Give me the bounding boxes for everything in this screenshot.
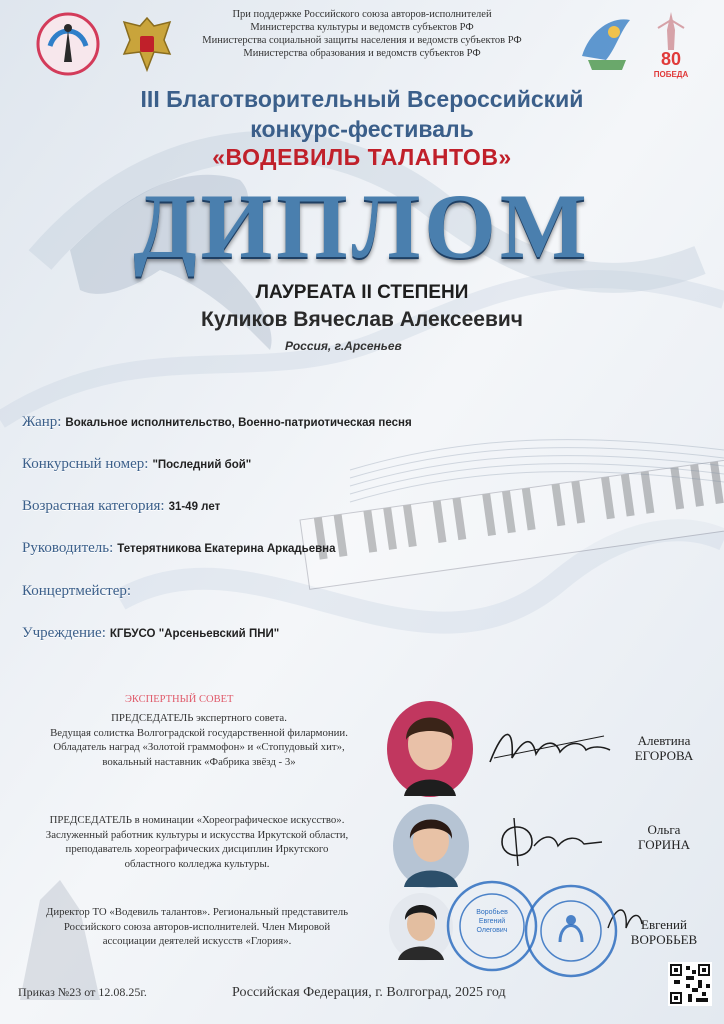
support-line: Министерства образования и ведомств субъектов РФ [243,48,481,59]
member-first-name: Евгений [641,917,687,932]
member-name-vorobyev [616,917,712,947]
contest-title-line2: конкурс-фестиваль [250,116,474,142]
contest-title-line3: «ВОДЕВИЛЬ ТАЛАНТОВ» [212,144,512,170]
field-age-category [22,497,220,515]
bio-line: Обладатель наград «Золотой граммофон» и «Стопудовый хит», [53,741,345,754]
support-line: При поддержке Российского союза авторов-исполнителей [232,9,492,20]
bio-line: вокальный наставник «Фабрика звёзд - 3» [102,755,296,768]
signature-egorova [484,718,614,774]
field-label: Руководитель: [22,540,114,556]
stamp-line: Олегович [476,927,508,934]
qr-code-icon [668,962,712,1006]
member-first-name: Ольга [647,822,681,837]
place-and-year: Российская Федерация, г. Волгоград, 2025 год [232,985,506,1000]
bio-line: ПРЕДСЕДАТЕЛЬ экспертного совета. [111,712,287,724]
bio-line: Заслуженный работник культуры и искусства Иркутской области, [45,828,349,841]
order-number: Приказ №23 от 12.08.25г. [18,985,147,999]
member-last-name: ЕГОРОВА [634,748,694,763]
victory-badge-number: 80 [660,49,682,69]
stamp-line: Евгений [478,918,506,925]
support-block [150,8,574,60]
field-label: Возрастная категория: [22,498,165,514]
field-contest-number [22,455,251,473]
bio-line: Ведущая солистка Волгоградской государственной филармонии. [50,726,348,739]
field-value: Тетерятникова Екатерина Аркадьевна [117,543,336,555]
member-name-gorina [616,822,712,852]
member-photo-vorobyev [388,892,454,962]
field-supervisor [22,539,336,557]
field-value: КГБУСО "Арсеньевский ПНИ" [109,628,280,640]
bio-line: Директор ТО «Водевиль талантов». Региональный представитель [45,906,349,918]
victory-badge-caption: ПОБЕДА [653,70,689,79]
participant-location: Россия, г.Арсеньев [285,339,402,353]
member-photo-gorina [392,803,470,889]
bio-line: ассоциации деятелей искусств «Глория». [102,935,292,948]
member-bio [8,905,386,949]
field-institution [22,624,279,642]
field-label: Концертмейстер: [22,583,132,599]
field-value: Вокальное исполнительство, Военно-патриотическая песня [65,417,412,429]
signature-gorina [488,812,608,868]
field-value: "Последний бой" [152,459,252,471]
field-label: Учреждение: [22,625,106,641]
field-genre [22,413,412,431]
contest-title-line1: III Благотворительный Всероссийский [140,86,584,112]
field-label: Конкурсный номер: [22,456,149,472]
member-bio [8,813,386,871]
festival-logo-icon [36,12,100,76]
laureate-degree: ЛАУРЕАТА II СТЕПЕНИ [255,282,469,303]
stamp-line: Воробьев [476,909,508,916]
diploma-heading: ДИПЛОМ [133,175,591,277]
stamp-text [466,908,518,935]
member-name-egorova [616,733,712,763]
field-value: 31-49 лет [168,501,221,513]
bio-line: областного колледжа культуры. [124,857,270,870]
support-line: Министерства социальной защиты населения и ведомств субъектов РФ [202,35,522,46]
bio-line: Российского союза авторов-исполнителей. Член Мировой [63,920,331,933]
member-photo-egorova [386,700,474,798]
field-accompanist [22,582,131,600]
support-line: Министерства культуры и ведомств субъектов РФ [250,22,474,33]
field-label: Жанр: [22,414,62,430]
expert-council-title: ЭКСПЕРТНЫЙ СОВЕТ [125,694,234,705]
member-last-name: ВОРОБЬЕВ [630,932,698,947]
member-last-name: ГОРИНА [638,837,690,852]
union-logo-icon [576,10,636,76]
participant-name: Куликов Вячеслав Алексеевич [201,308,523,331]
member-bio [14,711,384,769]
bio-line: преподаватель хореографических дисциплин Иркутского [65,843,329,856]
organization-stamp-icon [524,884,618,978]
member-first-name: Алевтина [637,733,691,748]
bio-line: ПРЕДСЕДАТЕЛЬ в номинации «Хореографическое искусство». [49,814,345,826]
